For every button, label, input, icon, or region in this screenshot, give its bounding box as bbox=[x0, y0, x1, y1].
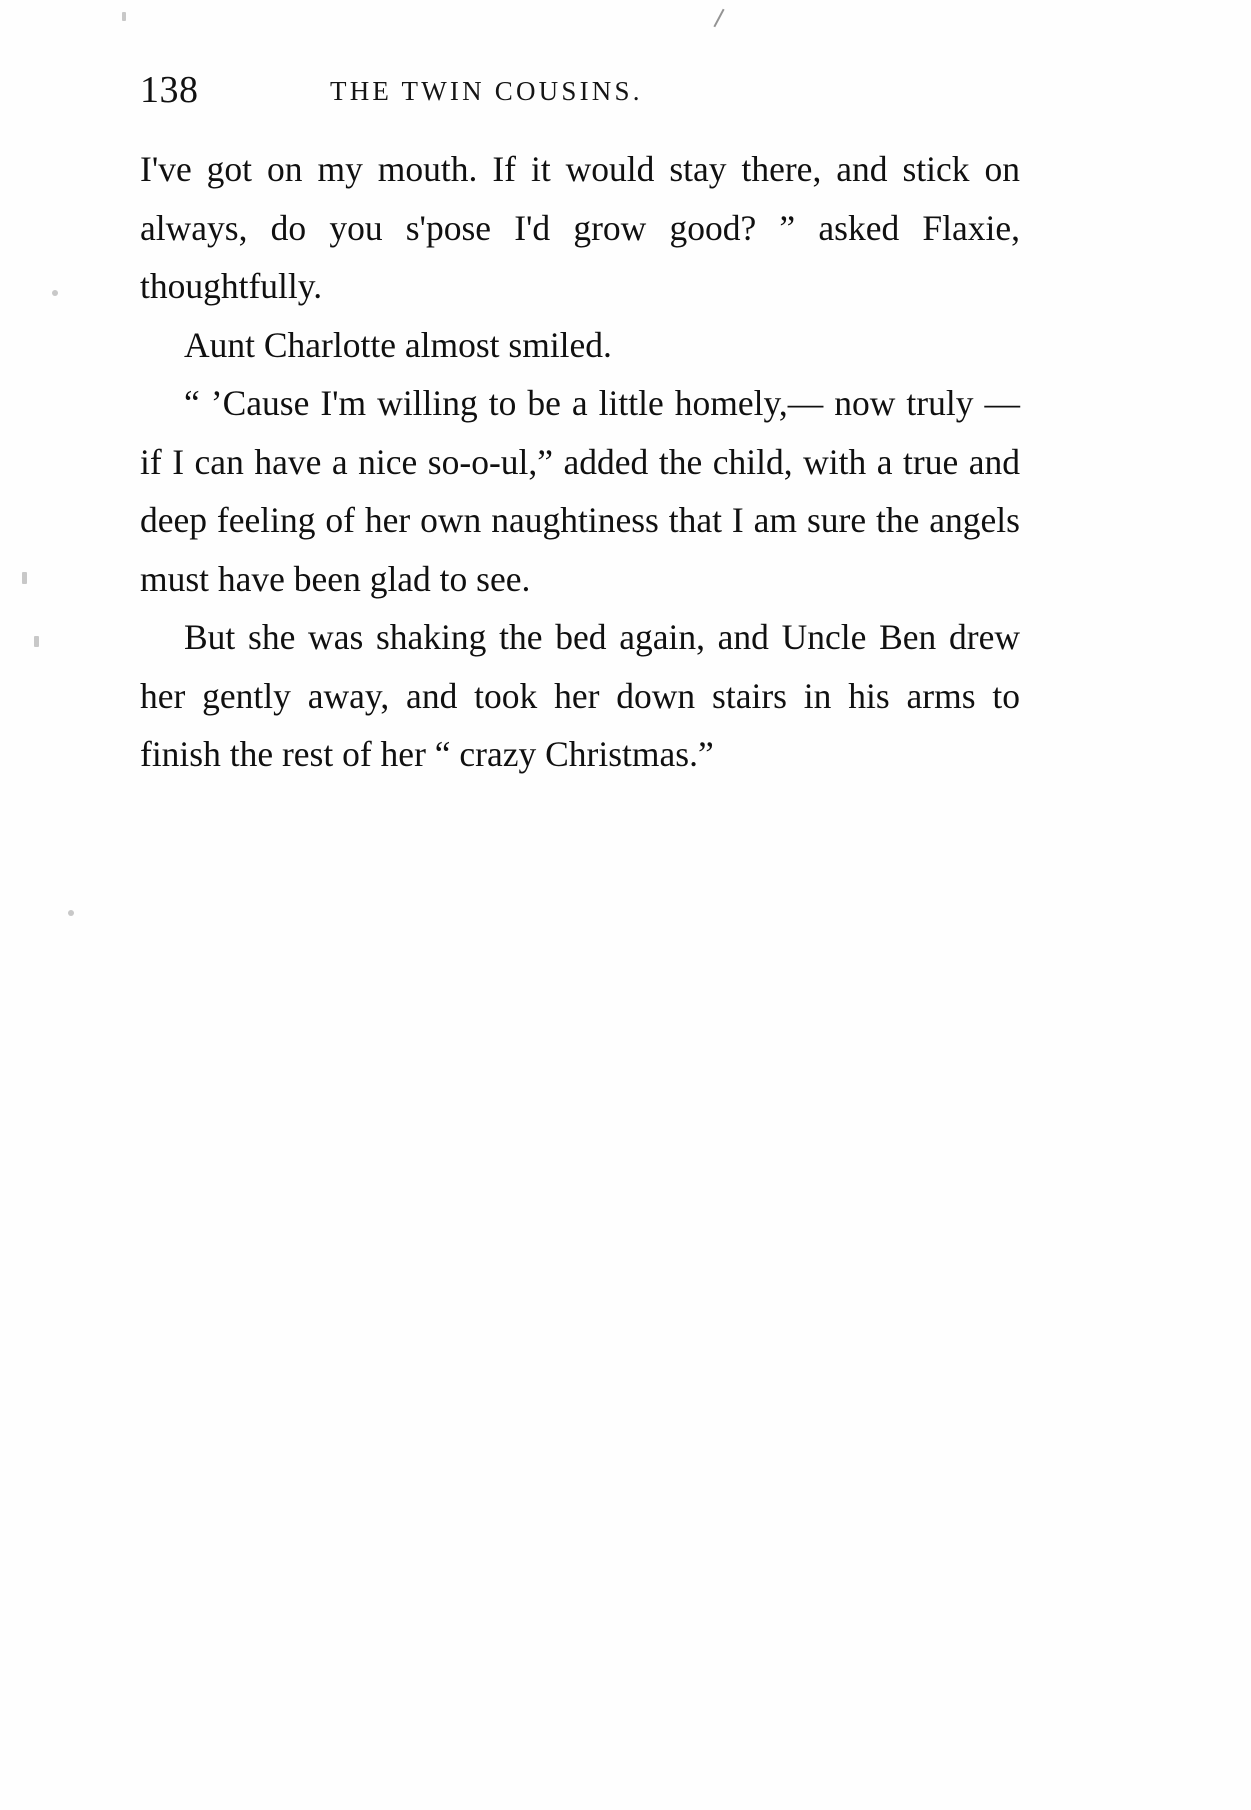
paragraph: I've got on my mouth. If it would stay there, and stick on always, do you s'pose I'd grow good? ” asked Flaxie, thoughtfully. bbox=[140, 149, 1020, 306]
paragraph: But she was shaking the bed again, and Uncle Ben drew her gently away, and took her down stairs in his arms to finish the rest of her “ crazy Christmas.” bbox=[140, 617, 1020, 774]
paragraph: “ ’Cause I'm willing to be a little homely,— now truly — if I can have a nice so-o-ul,” added the child, with a true and deep feeling of her own naughtiness that I am sure the angels must have been glad to see. bbox=[140, 383, 1020, 599]
scan-artifact-speck bbox=[22, 572, 27, 584]
scan-artifact-speck bbox=[34, 636, 39, 647]
scan-artifact-speck bbox=[122, 12, 126, 21]
scan-artifact-speck bbox=[68, 910, 74, 916]
body-text bbox=[140, 140, 1020, 784]
scan-artifact-tick bbox=[713, 9, 724, 28]
page-header bbox=[140, 68, 1020, 114]
scan-artifact-speck bbox=[52, 290, 58, 296]
running-head-title: THE TWIN COUSINS. bbox=[330, 76, 643, 106]
page-number: 138 bbox=[140, 69, 199, 111]
paragraph: Aunt Charlotte almost smiled. bbox=[184, 324, 612, 365]
